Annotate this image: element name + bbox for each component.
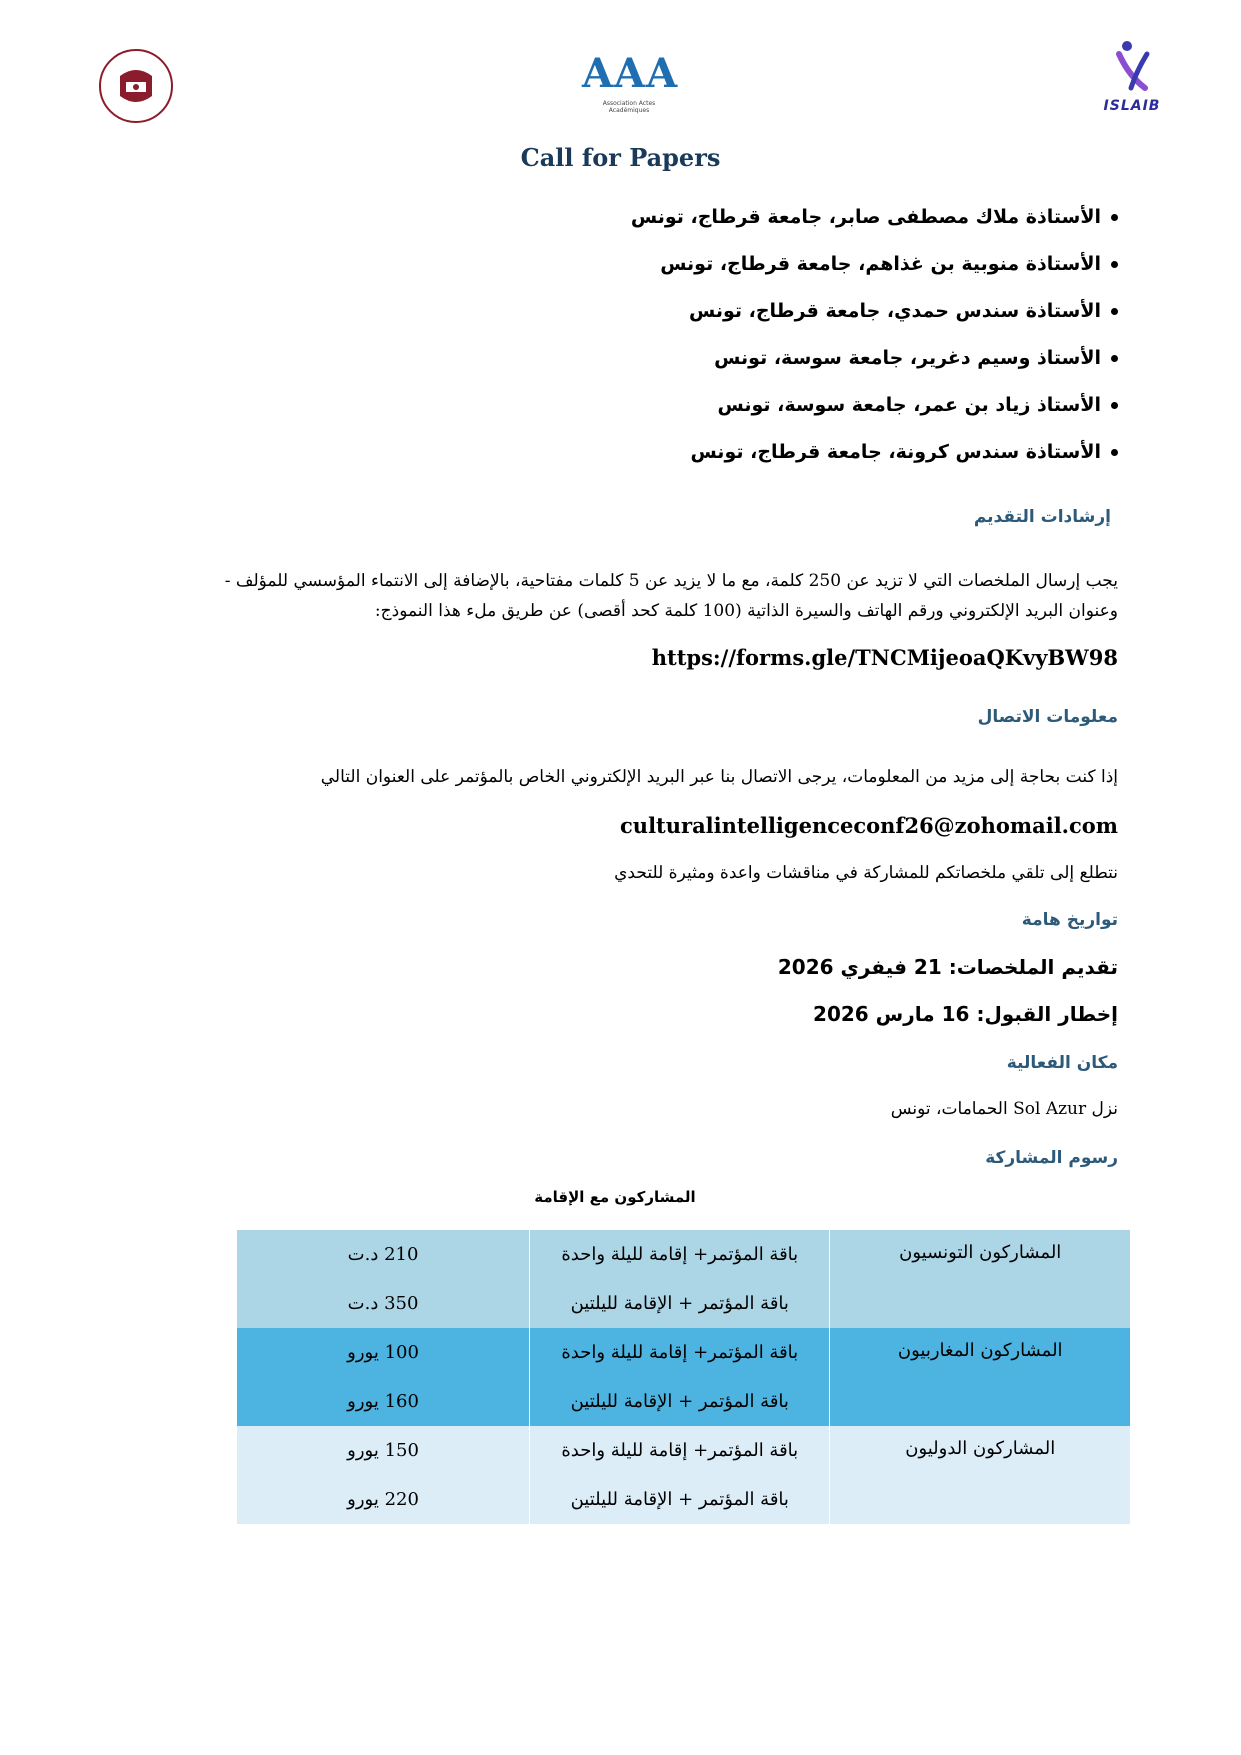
contact-text: إذا كنت بحاجة إلى مزيد من المعلومات، يرجى الاتصال بنا عبر البريد الإلكتروني الخاص بالمؤتمر على العنوان التالي [320,767,1118,787]
committee-list [631,202,1118,484]
islaib-figure-icon [1107,40,1157,92]
dates-heading: تواريخ هامة [1021,910,1118,930]
table-row [237,1426,1130,1475]
table-row [237,1230,1130,1279]
fees-heading: رسوم المشاركة [985,1148,1118,1168]
committee-member: الأستاذة ملاك مصطفى صابر، جامعة قرطاج، تونس [631,202,1118,249]
package-cell: باقة المؤتمر+ إقامة لليلة واحدة [530,1426,830,1475]
price-cell: 220 يورو [347,1489,419,1510]
submission-form-link[interactable]: https://forms.gle/TNCMijeoaQKvyBW98 [651,645,1118,670]
bullet-icon [1111,355,1118,362]
group-name-international: المشاركون الدوليون [905,1438,1056,1459]
submission-heading: إرشادات التقديم [973,507,1111,527]
package-cell: باقة المؤتمر+ إقامة لليلة واحدة [530,1230,830,1279]
group-name-maghreb: المشاركون المغاربيون [897,1340,1063,1361]
venue-text: نزل Sol Azur الحمامات، تونس [890,1099,1118,1119]
price-cell: 100 يورو [347,1342,419,1363]
bullet-icon [1111,261,1118,268]
contact-closing: نتطلع إلى تلقي ملخصاتكم للمشاركة في مناقشات واعدة ومثيرة للتحدي [614,863,1118,883]
package-cell: باقة المؤتمر + الإقامة لليلتين [530,1475,830,1524]
price-cell: 160 يورو [347,1391,419,1412]
abstract-deadline: تقديم الملخصات: 21 فيفري 2026 [777,955,1118,979]
package-cell: باقة المؤتمر+ إقامة لليلة واحدة [530,1328,830,1377]
committee-member: الأستاذ وسيم دغرير، جامعة سوسة، تونس [631,343,1118,390]
venue-heading: مكان الفعالية [1006,1053,1118,1073]
committee-member: الأستاذة سندس حمدي، جامعة قرطاج، تونس [631,296,1118,343]
aaa-logo [582,50,679,122]
contact-heading: معلومات الاتصال [977,707,1118,727]
aaa-logo-text: AAA [582,50,679,97]
price-cell: 150 يورو [347,1440,419,1461]
bullet-icon [1111,214,1118,221]
bullet-icon [1111,402,1118,409]
bullet-icon [1111,308,1118,315]
group-name-tunisian: المشاركون التونسيون [899,1242,1062,1263]
price-cell: 210 د.ت [347,1244,419,1265]
table-row [237,1328,1130,1377]
fees-table-title: المشاركون مع الإقامة [534,1188,696,1206]
university-jendouba-logo [96,46,176,126]
committee-member: الأستاذة سندس كرونة، جامعة قرطاج، تونس [631,437,1118,484]
submission-line-1: يجب إرسال الملخصات التي لا تزيد عن 250 كلمة، مع ما لا يزيد عن 5 كلمات مفتاحية، بالإضافة إلى الانتماء المؤسسي للمؤلف - [224,571,1118,591]
fees-table [237,1230,1130,1524]
islaib-logo-text: ISLAIB [1103,98,1161,114]
university-logo-icon [96,46,176,126]
acceptance-date: إخطار القبول: 16 مارس 2026 [813,1002,1118,1026]
package-cell: باقة المؤتمر + الإقامة لليلتين [530,1377,830,1426]
package-cell: باقة المؤتمر + الإقامة لليلتين [530,1279,830,1328]
contact-email-link[interactable]: culturalintelligenceconf26@zohomail.com [620,813,1118,838]
price-cell: 350 د.ت [347,1293,419,1314]
committee-member: الأستاذة منوبية بن غذاهم، جامعة قرطاج، تونس [631,249,1118,296]
bullet-icon [1111,449,1118,456]
islaib-logo [1092,40,1172,120]
page-title: Call for Papers [520,143,721,172]
committee-member: الأستاذ زياد بن عمر، جامعة سوسة، تونس [631,390,1118,437]
aaa-logo-subtitle: Association Actes Académiques [602,100,656,114]
submission-line-2: وعنوان البريد الإلكتروني ورقم الهاتف والسيرة الذاتية (100 كلمة كحد أقصى) عن طريق ملء هذا النموذج: [374,601,1118,621]
